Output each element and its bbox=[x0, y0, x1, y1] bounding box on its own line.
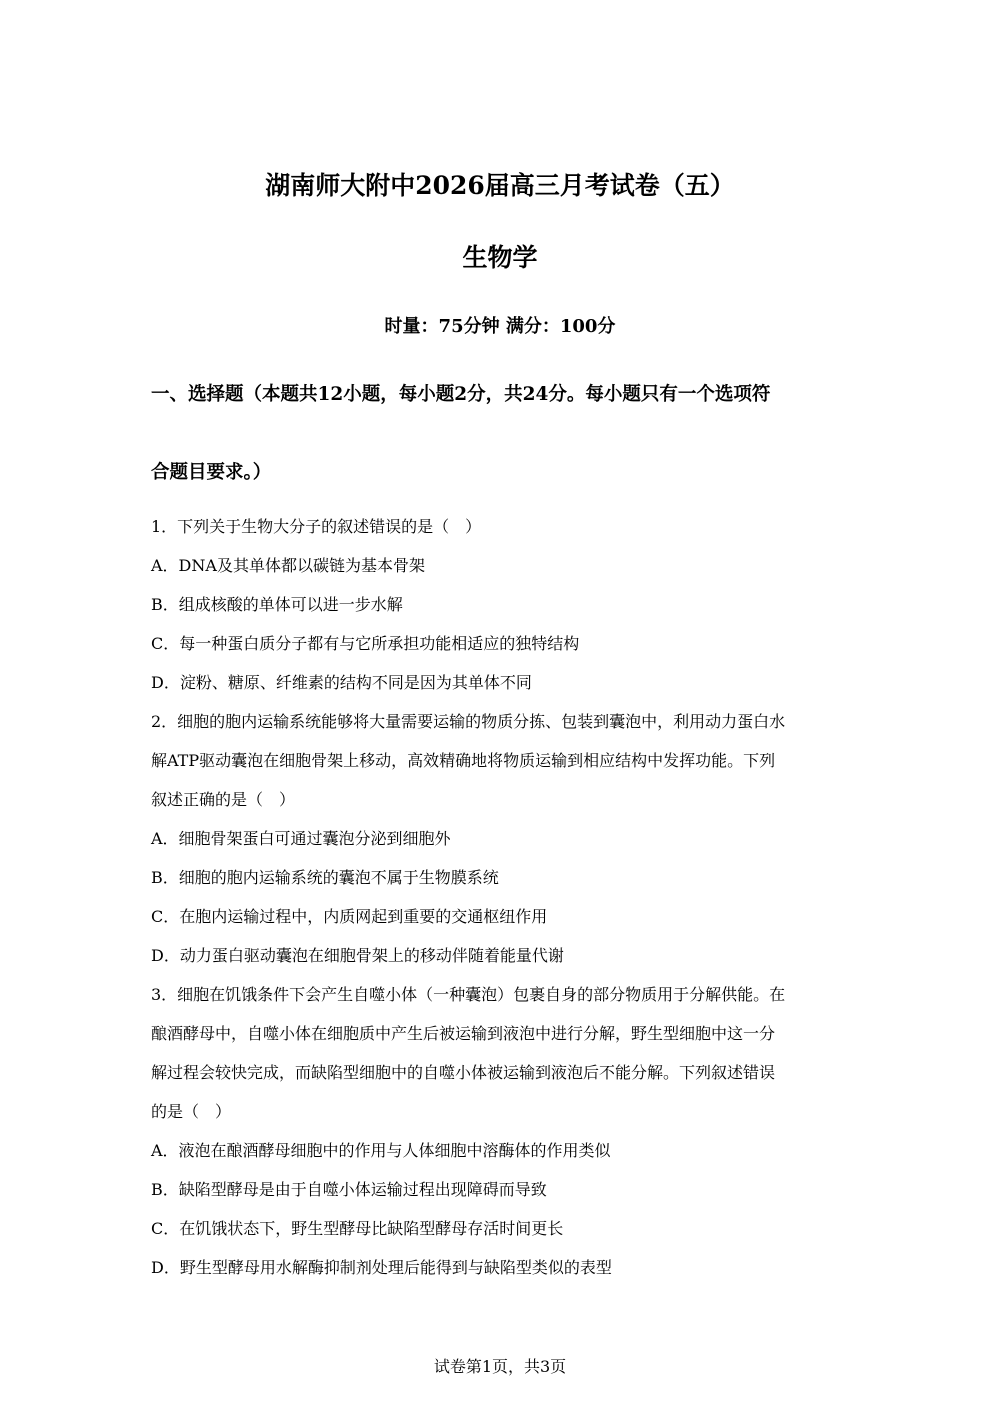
question-3-option-d: D．野生型酵母用水解酶抑制剂处理后能得到与缺陷型类似的表型 bbox=[151, 1258, 612, 1277]
exam-title: 湖南师大附中2026届高三月考试卷（五） bbox=[265, 171, 735, 200]
section-heading-line1: 一、选择题（本题共12小题，每小题2分，共24分。每小题只有一个选项符 bbox=[151, 384, 771, 405]
question-3-stem-line2: 酿酒酵母中，自噬小体在细胞质中产生后被运输到液泡中进行分解，野生型细胞中这一分 bbox=[151, 1024, 776, 1043]
question-2-stem-line1: 2．细胞的胞内运输系统能够将大量需要运输的物质分拣、包装到囊泡中，利用动力蛋白水 bbox=[151, 712, 786, 731]
question-1-stem: 1．下列关于生物大分子的叙述错误的是（ ） bbox=[151, 517, 482, 536]
exam-meta: 时量：75分钟 满分：100分 bbox=[384, 316, 616, 337]
question-3-stem-line1: 3．细胞在饥饿条件下会产生自噬小体（一种囊泡）包裹自身的部分物质用于分解供能。在 bbox=[151, 985, 786, 1004]
question-3-stem-line4: 的是（ ） bbox=[151, 1102, 232, 1121]
question-2-stem-line3: 叙述正确的是（ ） bbox=[151, 790, 296, 809]
question-3-option-a: A．液泡在酿酒酵母细胞中的作用与人体细胞中溶酶体的作用类似 bbox=[151, 1141, 611, 1160]
question-1-option-d: D．淀粉、糖原、纤维素的结构不同是因为其单体不同 bbox=[151, 673, 532, 692]
question-1-option-b: B．组成核酸的单体可以进一步水解 bbox=[151, 595, 403, 614]
page-footer: 试卷第1页，共3页 bbox=[433, 1357, 567, 1376]
section-heading-line2: 合题目要求。） bbox=[151, 462, 272, 483]
question-2-option-c: C．在胞内运输过程中，内质网起到重要的交通枢纽作用 bbox=[151, 907, 548, 926]
question-2-option-b: B．细胞的胞内运输系统的囊泡不属于生物膜系统 bbox=[151, 868, 499, 887]
question-1-option-a: A．DNA及其单体都以碳链为基本骨架 bbox=[151, 556, 425, 575]
question-3-stem-line3: 解过程会较快完成，而缺陷型细胞中的自噬小体被运输到液泡后不能分解。下列叙述错误 bbox=[151, 1063, 776, 1082]
subject-title: 生物学 bbox=[462, 243, 538, 272]
question-2-option-d: D．动力蛋白驱动囊泡在细胞骨架上的移动伴随着能量代谢 bbox=[151, 946, 564, 965]
question-2-option-a: A．细胞骨架蛋白可通过囊泡分泌到细胞外 bbox=[151, 829, 451, 848]
question-3-option-b: B．缺陷型酵母是由于自噬小体运输过程出现障碍而导致 bbox=[151, 1180, 547, 1199]
question-1-option-c: C．每一种蛋白质分子都有与它所承担功能相适应的独特结构 bbox=[151, 634, 580, 653]
question-2-stem-line2: 解ATP驱动囊泡在细胞骨架上移动，高效精确地将物质运输到相应结构中发挥功能。下列 bbox=[151, 751, 776, 770]
question-3-option-c: C．在饥饿状态下，野生型酵母比缺陷型酵母存活时间更长 bbox=[151, 1219, 564, 1238]
